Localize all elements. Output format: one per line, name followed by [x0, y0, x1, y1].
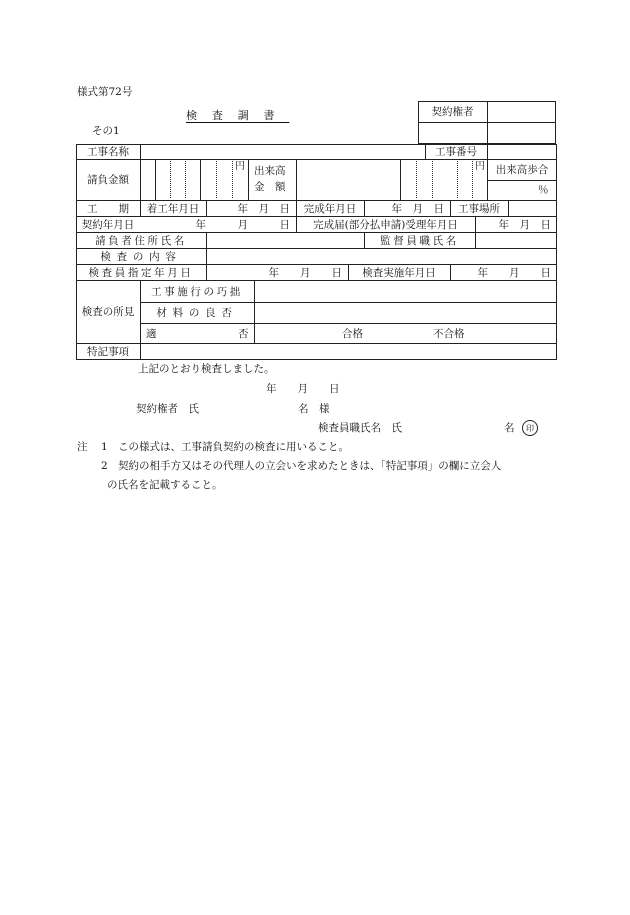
- workmanship-label: 工事施行の巧拙: [151, 285, 243, 298]
- suitability-label-2: 否: [238, 327, 249, 340]
- contractor-label: 契約権者: [431, 106, 474, 118]
- contract-date-value: 年 月 日: [195, 218, 290, 231]
- form-title: 検査調書: [186, 109, 290, 122]
- progress-amount-label-2: 金 額: [254, 181, 286, 193]
- start-date-label: 着工年月日: [146, 202, 200, 215]
- addressee-suffix: 名 様: [298, 403, 330, 415]
- inspector-date-label: 検査員指定年月日: [88, 266, 194, 279]
- progress-rate-label: 出来高歩合: [495, 164, 549, 176]
- remarks-label: 特記事項: [87, 346, 129, 358]
- contractor-address-label: 請負者住所氏名: [95, 234, 187, 247]
- completion-notice-label: 完成届(部分払申請)受理年月日: [313, 218, 458, 231]
- pass-label: 合格: [342, 327, 363, 340]
- note-number-1: 1: [101, 441, 108, 453]
- completion-date-label: 完成年月日: [303, 202, 357, 215]
- contract-date-label: 契約年月日: [81, 218, 135, 231]
- note-text-2b: の氏名を記載すること。: [107, 479, 223, 491]
- percent-unit: ％: [538, 184, 549, 196]
- suitability-label-1: 適: [146, 327, 157, 340]
- form-number: 様式第72号: [77, 86, 133, 98]
- note-text-2a: 契約の相手方又はその代理人の立会いを求めたときは、「特記事項」の欄に立会人: [118, 460, 502, 472]
- inspection-content-label: 検査の内容: [100, 250, 182, 263]
- yen-unit-2: 円: [475, 161, 485, 172]
- addressee-line: 契約権者 氏: [136, 403, 199, 415]
- note-number-2: 2: [101, 460, 108, 472]
- progress-amount-label-1: 出来高: [254, 165, 286, 177]
- inspector-line: 検査員職氏名 氏: [318, 422, 402, 434]
- materials-label: 材料の良否: [156, 307, 238, 319]
- period-label: 工 期: [87, 202, 129, 215]
- supervisor-label: 監督員職氏名: [380, 234, 459, 247]
- work-number-label: 工事番号: [435, 146, 477, 158]
- inspection-date-label: 検査実施年月日: [362, 266, 436, 279]
- yen-unit: 円: [235, 161, 245, 172]
- notes-label: 注: [77, 441, 88, 453]
- form-subtitle: その1: [92, 125, 120, 137]
- work-name-label: 工事名称: [87, 146, 129, 158]
- inspector-date-value: 年 月 日: [268, 266, 342, 279]
- start-date-value: 年 月 日: [237, 202, 290, 215]
- work-location-label: 工事場所: [458, 202, 500, 215]
- note-text-1: この様式は、工事請負契約の検査に用いること。: [118, 441, 349, 453]
- contract-amount-label: 請負金額: [87, 174, 129, 186]
- inspection-date-value: 年 月 日: [477, 266, 551, 279]
- completion-date-value: 年 月 日: [391, 202, 444, 215]
- completion-notice-value: 年 月 日: [498, 218, 551, 231]
- fail-label: 不合格: [433, 327, 465, 340]
- findings-label: 検査の所見: [81, 306, 135, 318]
- statement-date: 年 月 日: [266, 383, 340, 395]
- seal-mark-icon: 印: [522, 420, 538, 436]
- inspector-suffix: 名: [504, 422, 515, 434]
- statement-text: 上記のとおり検査しました。: [138, 363, 275, 375]
